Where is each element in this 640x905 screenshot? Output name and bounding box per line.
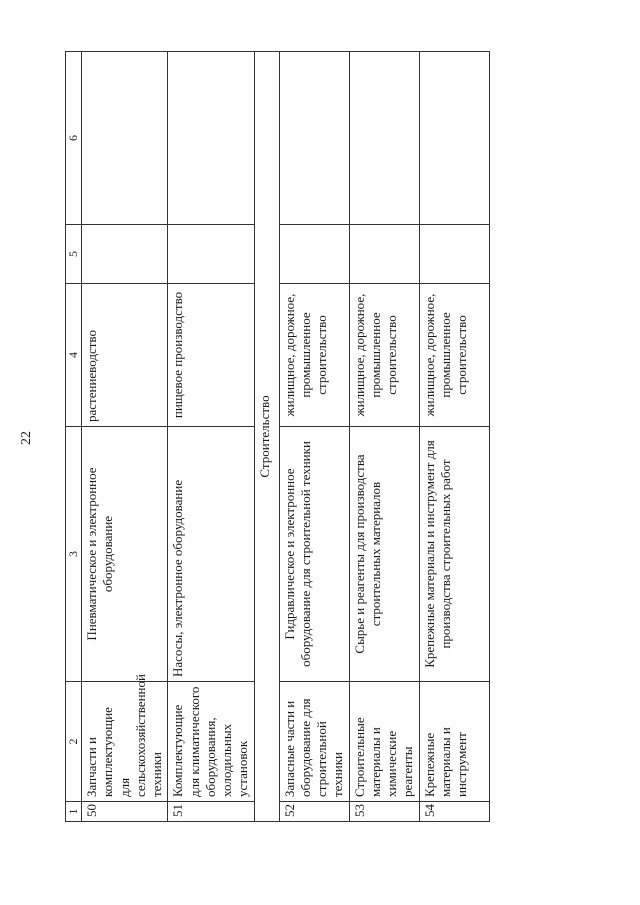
empty-cell-5 [419, 225, 489, 284]
row-number: 51 [168, 802, 254, 822]
row-number: 53 [349, 802, 419, 822]
item-name: Крепежные материалы и инструмент [419, 682, 489, 802]
item-name: Запасные части и оборудование для строительной техники [279, 682, 349, 802]
industry-sector: растениеводство [82, 284, 168, 427]
empty-cell-6 [82, 52, 168, 225]
header-cell-2: 2 [66, 682, 82, 802]
empty-cell-5 [279, 225, 349, 284]
equipment-description: Насосы, электронное оборудование [168, 427, 254, 682]
section-title: Строительство [254, 52, 279, 822]
equipment-description: Пневматическое и электронное оборудование [82, 427, 168, 682]
item-name: Строительные материалы и химические реагенты [349, 682, 419, 802]
empty-cell-6 [279, 52, 349, 225]
section-row [254, 52, 279, 822]
row-number: 54 [419, 802, 489, 822]
item-name: Запчасти и комплектующие для сельскохозяйственной техники [82, 682, 168, 802]
empty-cell-6 [349, 52, 419, 225]
page-number: 22 [19, 431, 34, 445]
empty-cell-6 [419, 52, 489, 225]
table-row [349, 52, 419, 822]
header-row [66, 52, 82, 822]
header-cell-1: 1 [66, 802, 82, 822]
header-cell-6: 6 [66, 52, 82, 225]
rotated-table-container [65, 52, 475, 822]
item-name: Комплектующие для климатического оборудования, холодильных установок [168, 682, 254, 802]
document-table-area [65, 52, 475, 822]
table-row [168, 52, 254, 822]
header-cell-3: 3 [66, 427, 82, 682]
empty-cell-5 [168, 225, 254, 284]
empty-cell-6 [168, 52, 254, 225]
equipment-description: Крепежные материалы и инструмент для производства строительных работ [419, 427, 489, 682]
industry-sector: жилищное, дорожное, промышленное строительство [279, 284, 349, 427]
table-row [82, 52, 168, 822]
table-row [279, 52, 349, 822]
document-table [65, 51, 490, 822]
industry-sector: жилищное, дорожное, промышленное строительство [419, 284, 489, 427]
header-cell-4: 4 [66, 284, 82, 427]
table-row [419, 52, 489, 822]
row-number: 52 [279, 802, 349, 822]
equipment-description: Гидравлическое и электронное оборудование для строительной техники [279, 427, 349, 682]
row-number: 50 [82, 802, 168, 822]
empty-cell-5 [82, 225, 168, 284]
header-cell-5: 5 [66, 225, 82, 284]
equipment-description: Сырье и реагенты для производства строительных материалов [349, 427, 419, 682]
industry-sector: жилищное, дорожное, промышленное строительство [349, 284, 419, 427]
industry-sector: пищевое производство [168, 284, 254, 427]
empty-cell-5 [349, 225, 419, 284]
